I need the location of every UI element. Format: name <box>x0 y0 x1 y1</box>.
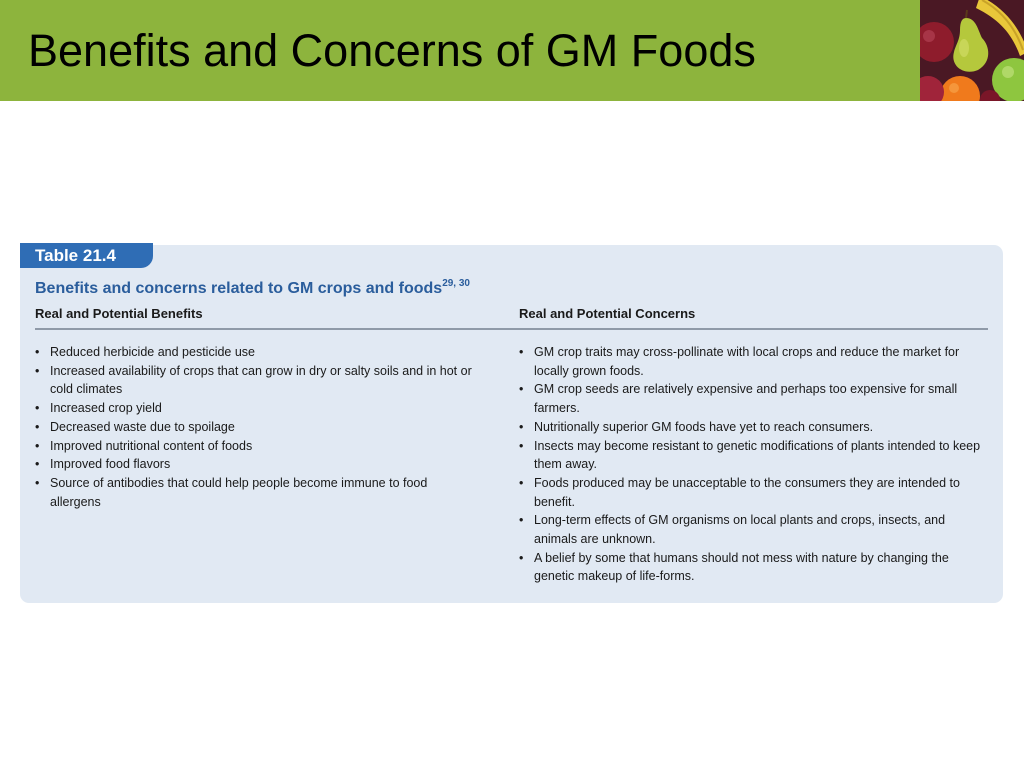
list-item <box>35 455 475 474</box>
fruit-photo <box>920 0 1024 101</box>
list-item-text: A belief by some that humans should not mess with nature by changing the genetic makeup of life-forms. <box>534 550 949 584</box>
list-item <box>519 549 989 586</box>
concerns-column-header: Real and Potential Concerns <box>519 306 696 321</box>
list-item <box>35 343 475 362</box>
list-item-text: Improved food flavors <box>50 457 171 472</box>
slide-title: Benefits and Concerns of GM Foods <box>28 25 756 76</box>
bullet-icon: • <box>35 438 40 453</box>
bullet-icon: • <box>519 475 524 490</box>
table-caption <box>35 274 470 299</box>
list-item <box>519 343 989 380</box>
bullet-icon: • <box>35 419 40 434</box>
list-item-text: Improved nutritional content of foods <box>50 438 253 453</box>
list-item <box>519 511 989 548</box>
header-divider <box>35 328 988 330</box>
bullet-icon: • <box>519 550 524 565</box>
list-item-text: Reduced herbicide and pesticide use <box>50 345 255 359</box>
concerns-list <box>519 343 989 586</box>
caption-reference-superscript: 29, 30 <box>442 278 470 289</box>
bullet-icon: • <box>519 345 524 359</box>
list-item-text: Increased crop yield <box>50 401 162 416</box>
list-item <box>35 474 475 511</box>
bullet-icon: • <box>519 419 524 434</box>
bullet-icon: • <box>519 382 524 397</box>
bullet-icon: • <box>35 363 40 378</box>
bullet-icon: • <box>35 457 40 472</box>
list-item-text: Source of antibodies that could help people become immune to food allergens <box>50 475 428 509</box>
bullet-icon: • <box>35 475 40 490</box>
bullet-icon: • <box>35 345 40 359</box>
list-item-text: Insects may become resistant to genetic modifications of plants intended to keep them away. <box>534 438 981 472</box>
list-item <box>519 418 989 437</box>
list-item-text: Increased availability of crops that can grow in dry or salty soils and in hot or cold climates <box>50 363 472 397</box>
list-item-text: Long-term effects of GM organisms on local plants and crops, insects, and animals are unknown. <box>534 513 946 547</box>
list-item-text: Foods produced may be unacceptable to the consumers they are intended to benefit. <box>534 475 960 509</box>
bullet-icon: • <box>519 513 524 528</box>
list-item <box>35 399 475 418</box>
list-item-text: Nutritionally superior GM foods have yet to reach consumers. <box>534 419 874 434</box>
table-number-label: Table 21.4 <box>35 246 116 265</box>
list-item-text: Decreased waste due to spoilage <box>50 419 235 434</box>
list-item-text: GM crop traits may cross-pollinate with local crops and reduce the market for locally grown foods. <box>534 345 960 378</box>
list-item <box>35 418 475 437</box>
list-item <box>519 380 989 417</box>
list-item <box>519 437 989 474</box>
table-caption-text: Benefits and concerns related to GM crops and foods <box>35 280 443 297</box>
list-item <box>519 474 989 511</box>
benefits-column-header: Real and Potential Benefits <box>35 306 203 321</box>
list-item <box>35 437 475 456</box>
bullet-icon: • <box>519 438 524 453</box>
list-item-text: GM crop seeds are relatively expensive and perhaps too expensive for small farmers. <box>534 382 958 416</box>
benefits-list <box>35 343 475 511</box>
bullet-icon: • <box>35 401 40 416</box>
list-item <box>35 362 475 399</box>
